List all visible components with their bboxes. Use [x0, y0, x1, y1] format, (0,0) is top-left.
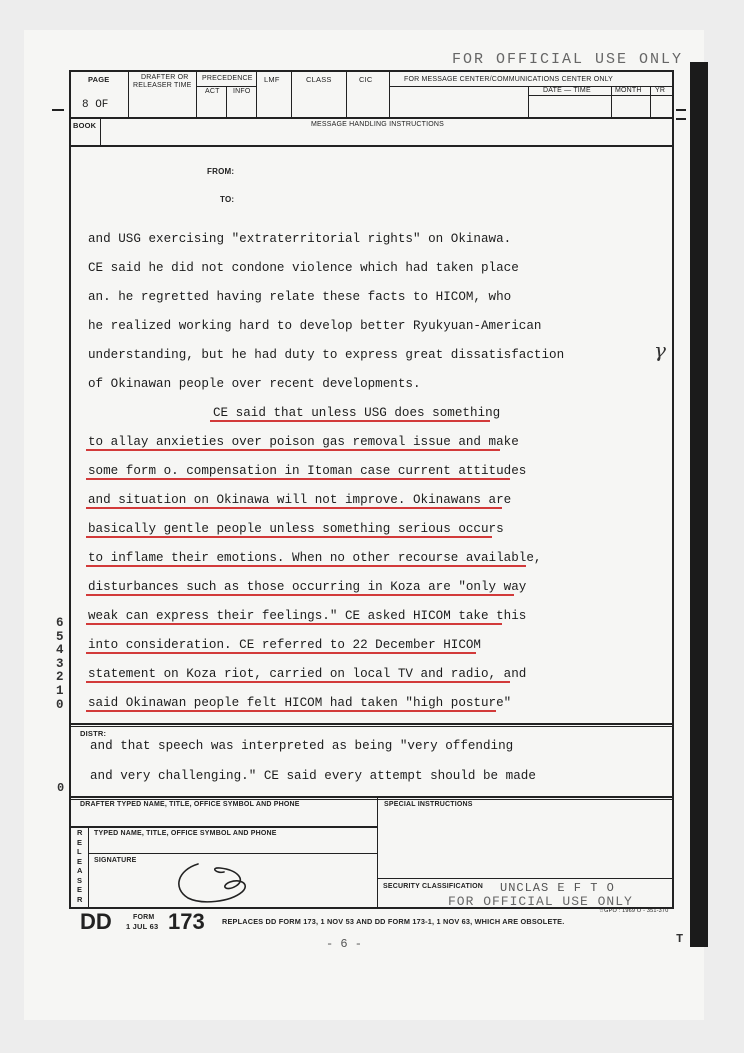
precedence-label: PRECEDENCE [202, 75, 253, 82]
from-label: FROM: [207, 167, 235, 176]
book-label: BOOK [73, 121, 97, 130]
header-stamp: FOR OFFICIAL USE ONLY [452, 51, 684, 68]
footer-typed-bottom [88, 853, 378, 854]
margin-digit: 4 [56, 643, 64, 658]
header-divider [528, 86, 529, 117]
releaser-letter: L [77, 847, 82, 856]
form-label: FORM [133, 914, 155, 921]
page-number-mark: - 6 - [326, 937, 363, 951]
act-label: ACT [205, 88, 220, 95]
to-label: TO: [220, 195, 235, 204]
yr-label: YR [655, 87, 666, 94]
message-line: an. he regretted having relate these facts to HICOM, who [88, 290, 512, 304]
message-line: CE said he did not condone violence which had taken place [88, 261, 519, 275]
header-divider [291, 70, 292, 117]
form-outer-right [672, 70, 674, 908]
header-divider [650, 86, 651, 117]
signature-scribble [168, 858, 258, 908]
signature-label: SIGNATURE [94, 857, 137, 864]
date-time-label: DATE — TIME [543, 87, 591, 94]
margin-tick [676, 109, 686, 111]
message-line: some form o. compensation in Itoman case current attitudes [88, 464, 527, 478]
message-line: basically gentle people unless something serious occurs [88, 522, 504, 536]
message-line: into consideration. CE referred to 22 December HICOM [88, 638, 481, 652]
distr-line: and very challenging." CE said every attempt should be made [90, 769, 536, 783]
info-label: INFO [233, 88, 251, 95]
releaser-letter: E [77, 837, 83, 847]
typed-name-label: TYPED NAME, TITLE, OFFICE SYMBOL AND PHONE [94, 830, 277, 837]
margin-handwritten-mark: γ [654, 338, 666, 362]
footer-drafter-bottom [69, 826, 378, 828]
message-line: of Okinawan people over recent developments. [88, 377, 421, 391]
message-line: understanding, but he had duty to express great dissatisfaction [88, 348, 565, 362]
footer-top-line-double [69, 799, 674, 800]
red-underline [86, 681, 510, 683]
header-divider [256, 70, 257, 117]
header-divider [346, 70, 347, 117]
red-underline [86, 449, 500, 451]
red-underline [86, 710, 496, 712]
form-top-line [69, 70, 674, 72]
corner-mark: T [676, 932, 684, 946]
scan-edge-shadow [690, 62, 708, 947]
header-divider [226, 86, 227, 117]
message-line: disturbances such as those occurring in Koza are "only way [88, 580, 527, 594]
releaser-letter: S [77, 875, 83, 885]
message-line: he realized working hard to develop better Ryukyuan-American [88, 319, 542, 333]
message-line: statement on Koza riot, carried on local TV and radio, and [88, 667, 527, 681]
form-date: 1 JUL 63 [126, 922, 159, 931]
page-label: PAGE [88, 75, 110, 84]
security-classification-value-2: FOR OFFICIAL USE ONLY [448, 894, 633, 909]
message-line: and USG exercising "extraterritorial rights" on Okinawa. [88, 232, 512, 246]
margin-digit: 0 [56, 697, 64, 712]
gpo-text: ☆GPO : 1969 O - 351-370 [599, 908, 669, 914]
month-label: MONTH [615, 87, 642, 94]
margin-tick [52, 109, 64, 111]
cic-label: CIC [359, 75, 373, 84]
drafter-label: DRAFTER OR [141, 74, 189, 81]
message-center-label: FOR MESSAGE CENTER/COMMUNICATIONS CENTER ONLY [404, 76, 614, 83]
special-instructions-label: SPECIAL INSTRUCTIONS [384, 801, 473, 808]
red-underline [86, 565, 526, 567]
footer-releaser-divider [88, 826, 89, 908]
security-classification-label: SECURITY CLASSIFICATION [383, 883, 484, 890]
margin-digit: 2 [56, 670, 64, 685]
drafter-label-2: RELEASER TIME [133, 82, 192, 89]
releaser-letter: A [77, 866, 83, 875]
form-title: DD [80, 909, 112, 934]
header-subrow-line [528, 95, 674, 96]
header-divider [611, 86, 612, 117]
header-divider [196, 70, 197, 117]
message-line: and situation on Okinawa will not improve. Okinawans are [88, 493, 512, 507]
releaser-letter: E [77, 856, 83, 866]
releaser-letter: R [77, 894, 83, 904]
form-number: 173 [168, 909, 205, 934]
red-underline [86, 652, 476, 654]
class-label: CLASS [306, 75, 332, 84]
red-underline [86, 594, 514, 596]
footer-security-top [377, 878, 674, 879]
replaces-text: REPLACES DD FORM 173, 1 NOV 53 AND DD FORM 173-1, 1 NOV 63, WHICH ARE OBSOLETE. [222, 917, 565, 926]
form-outer-left [69, 70, 71, 908]
margin-digit: 6 [56, 616, 64, 630]
margin-digit: 3 [56, 656, 64, 671]
red-underline [86, 623, 502, 625]
distr-top-line-double [69, 726, 674, 727]
message-line: to inflame their emotions. When no other recourse available, [88, 551, 542, 565]
book-bottom-line [69, 145, 674, 147]
header-divider [389, 70, 390, 117]
message-line: CE said that unless USG does something [213, 406, 501, 420]
header-subrow-line [196, 86, 256, 87]
header-divider [128, 70, 129, 117]
header-bottom-line [69, 117, 674, 119]
margin-digits [56, 617, 64, 712]
page-value: 8 OF [82, 99, 109, 111]
distr-line: and that speech was interpreted as being "very offending [90, 739, 514, 753]
footer-top-line [69, 796, 674, 798]
drafter-typed-label: DRAFTER TYPED NAME, TITLE, OFFICE SYMBOL AND PHONE [80, 801, 300, 808]
message-line: weak can express their feelings." CE asked HICOM take this [88, 609, 527, 623]
red-underline [210, 420, 490, 422]
distr-label: DISTR: [80, 729, 107, 738]
security-classification-value: UNCLAS E F T O [500, 881, 615, 895]
releaser-letter: R [77, 828, 83, 837]
red-underline [86, 536, 492, 538]
lmf-label: LMF [264, 75, 280, 84]
book-divider [100, 118, 101, 145]
message-line: said Okinawan people felt HICOM had taken "high posture" [88, 696, 512, 710]
message-line: to allay anxieties over poison gas removal issue and make [88, 435, 519, 449]
red-underline [86, 478, 510, 480]
margin-digit: 5 [56, 629, 64, 644]
handling-instructions-label: MESSAGE HANDLING INSTRUCTIONS [311, 121, 444, 128]
margin-tick [676, 118, 686, 120]
red-underline [86, 507, 502, 509]
margin-zero: 0 [57, 781, 65, 795]
margin-digit: 1 [56, 683, 64, 698]
releaser-letter: E [77, 885, 83, 894]
distr-top-line [69, 723, 674, 725]
